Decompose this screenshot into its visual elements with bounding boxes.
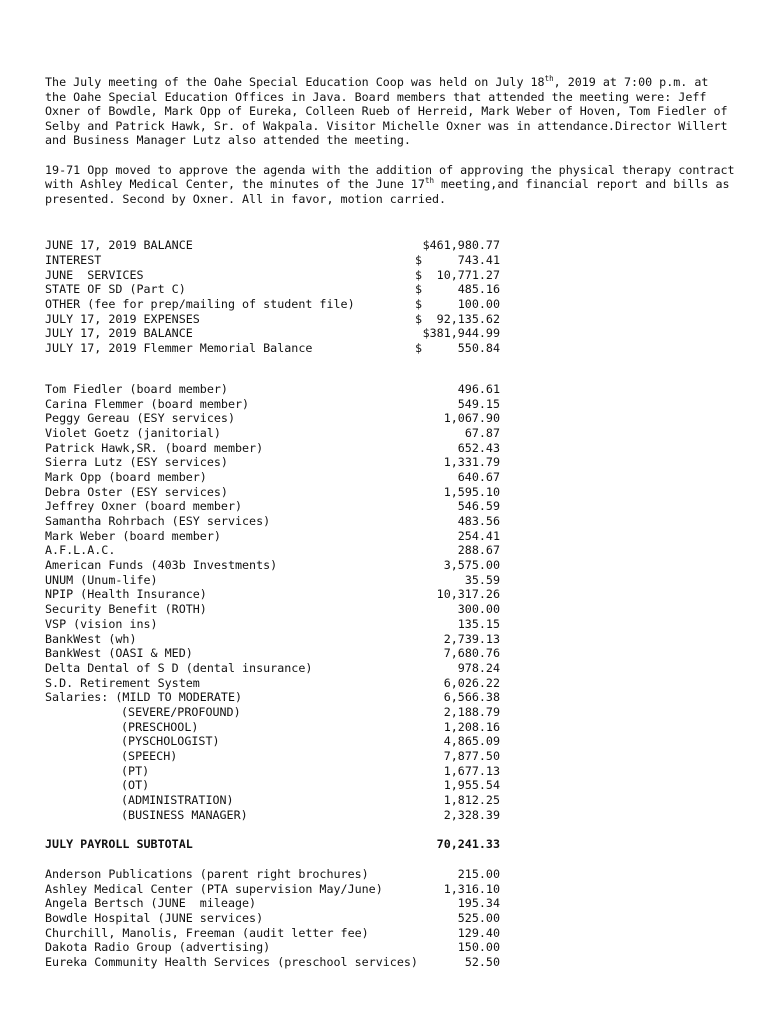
payroll-table	[45, 382, 500, 852]
intro-paragraph: The July meeting of the Oahe Special Education Coop was held on July 18th, 2019 at 7:00 p.m. at the Oahe Special Education Offices in Java. Board members that attended the meeting were: Jeff Oxner of Bowdle, Mark Opp of Eureka, Colleen Rueb of Herreid, Mark Weber of Hoven, Tom Fiedler of Selby and Patrick Hawk, Sr. of Wakpala. Visitor Michelle Oxner was in attendance.Director Willert and Business Manager Lutz also attended the meeting.	[45, 74, 728, 148]
table-row: Debra Oster (ESY services) 1,595.10	[45, 484, 500, 499]
table-row: Violet Goetz (janitorial) 67.87	[45, 425, 500, 440]
table-row: Mark Opp (board member) 640.67	[45, 469, 500, 484]
table-row: Eureka Community Health Services (preschool services) 52.50	[45, 954, 500, 969]
table-row: Ashley Medical Center (PTA supervision May/June) 1,316.10	[45, 881, 500, 896]
table-row: S.D. Retirement System 6,026.22	[45, 675, 500, 690]
table-row: (BUSINESS MANAGER) 2,328.39	[121, 807, 500, 822]
table-row: Bowdle Hospital (JUNE services) 525.00	[45, 910, 500, 925]
document-page	[45, 75, 735, 970]
table-row: Salaries: (MILD TO MODERATE) 6,566.38	[45, 690, 500, 705]
table-row: Anderson Publications (parent right brochures) 215.00	[45, 866, 500, 881]
table-row: Samantha Rohrbach (ESY services) 483.56	[45, 514, 500, 529]
table-row: UNUM (Unum-life) 35.59	[45, 572, 500, 587]
table-row: (SPEECH) 7,877.50	[121, 749, 500, 764]
table-row: (PRESCHOOL) 1,208.16	[121, 719, 500, 734]
table-row: Patrick Hawk,SR. (board member) 652.43	[45, 440, 500, 455]
table-row: A.F.L.A.C. 288.67	[45, 543, 500, 558]
table-row: BankWest (OASI & MED) 7,680.76	[45, 646, 500, 661]
table-row: JULY 17, 2019 EXPENSES $ 92,135.62	[45, 311, 500, 326]
table-row: NPIP (Health Insurance) 10,317.26	[45, 587, 500, 602]
table-row: Security Benefit (ROTH) 300.00	[45, 602, 500, 617]
table-row: INTEREST $ 743.41	[45, 253, 500, 268]
table-row: Dakota Radio Group (advertising) 150.00	[45, 940, 500, 955]
table-row: BankWest (wh) 2,739.13	[45, 631, 500, 646]
table-row: Tom Fiedler (board member) 496.61	[45, 381, 500, 396]
table-row: (PT) 1,677.13	[121, 763, 500, 778]
bills-table	[45, 867, 500, 970]
table-row: JULY 17, 2019 Flemmer Memorial Balance $ 550.84	[45, 341, 500, 356]
table-row: Peggy Gereau (ESY services) 1,067.90	[45, 411, 500, 426]
table-row: Jeffrey Oxner (board member) 546.59	[45, 499, 500, 514]
table-row: Churchill, Manolis, Freeman (audit letter fee) 129.40	[45, 925, 500, 940]
table-row: JUNE SERVICES $ 10,771.27	[45, 267, 500, 282]
table-row: Delta Dental of S D (dental insurance) 978.24	[45, 660, 500, 675]
table-row: JULY 17, 2019 BALANCE $381,944.99	[45, 326, 500, 341]
table-row: Mark Weber (board member) 254.41	[45, 528, 500, 543]
table-row: Carina Flemmer (board member) 549.15	[45, 396, 500, 411]
table-row: Angela Bertsch (JUNE mileage) 195.34	[45, 896, 500, 911]
table-row: American Funds (403b Investments) 3,575.00	[45, 558, 500, 573]
table-row: (OT) 1,955.54	[121, 778, 500, 793]
table-row	[45, 822, 500, 837]
table-row: VSP (vision ins) 135.15	[45, 616, 500, 631]
balance-table	[45, 238, 500, 356]
table-row: (ADMINISTRATION) 1,812.25	[121, 793, 500, 808]
table-row: Sierra Lutz (ESY services) 1,331.79	[45, 455, 500, 470]
table-row: STATE OF SD (Part C) $ 485.16	[45, 282, 500, 297]
table-row: (SEVERE/PROFOUND) 2,188.79	[121, 704, 500, 719]
table-row: OTHER (fee for prep/mailing of student file) $ 100.00	[45, 297, 500, 312]
motion-paragraph: 19-71 Opp moved to approve the agenda with the addition of approving the physical therapy contract with Ashley Medical Center, the minutes of the June 17th meeting,and financial report and bills as presented. Second by Oxner. All in favor, motion carried.	[45, 162, 735, 206]
table-row: JUNE 17, 2019 BALANCE $461,980.77	[45, 238, 500, 253]
table-row: (PYSCHOLOGIST) 4,865.09	[121, 734, 500, 749]
payroll-subtotal-row: JULY PAYROLL SUBTOTAL 70,241.33	[45, 837, 500, 852]
